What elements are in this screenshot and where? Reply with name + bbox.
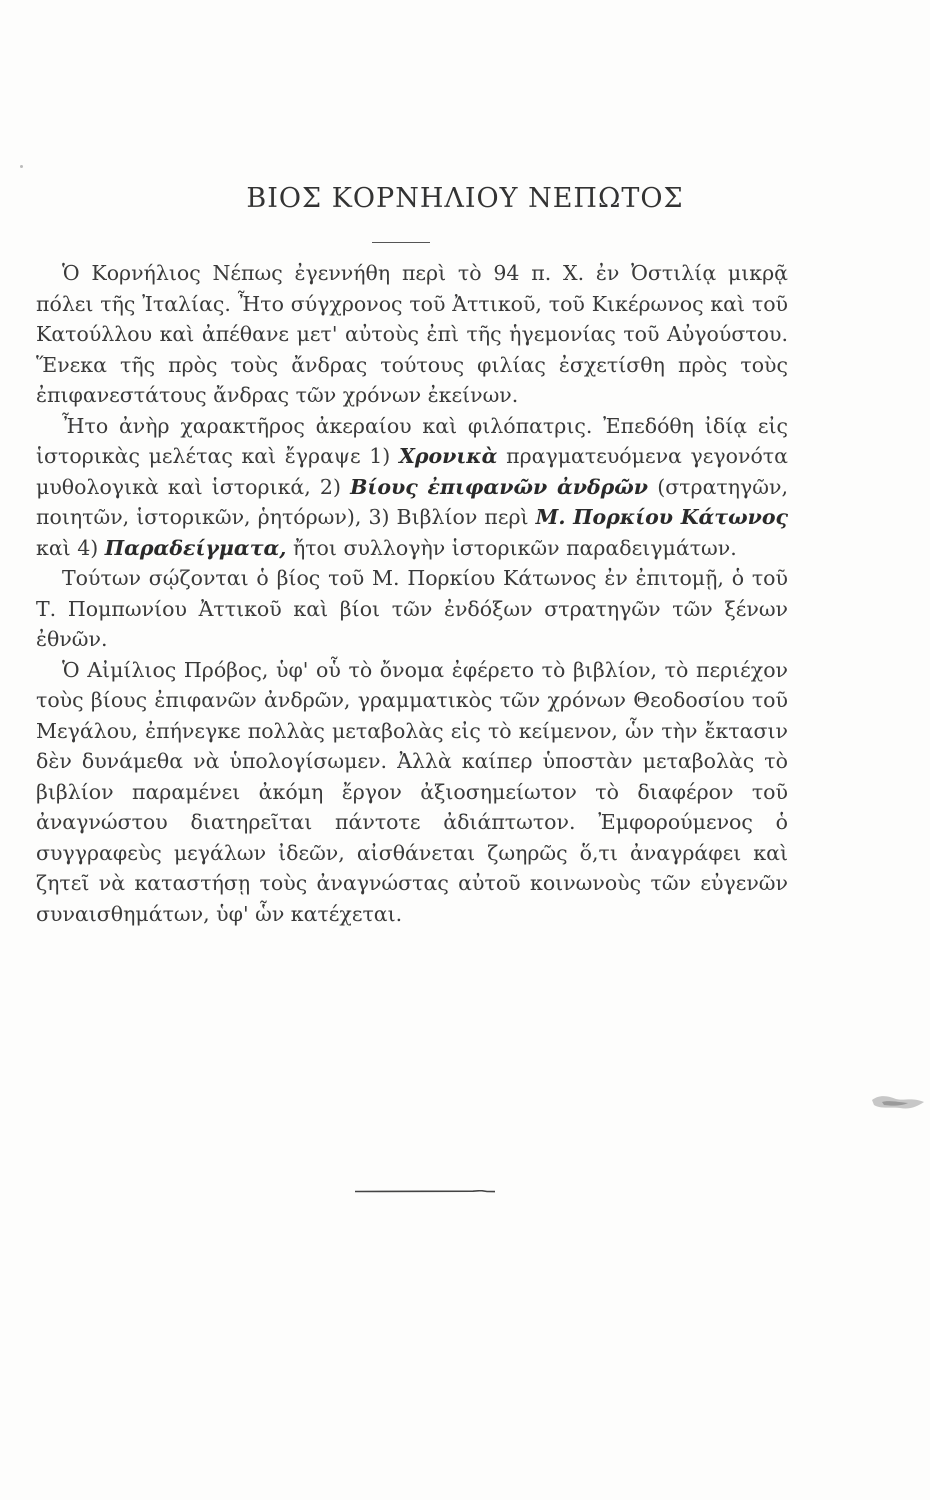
title-underline-rule <box>372 242 430 243</box>
text-run: (στρατηγῶν, ποιητῶν, ἱστορικῶν, ῥητόρων), 3) Βιβλίον περὶ <box>36 474 788 529</box>
emphasized-title: Παραδείγματα, <box>104 535 287 560</box>
emphasized-title: Χρονικὰ <box>398 444 498 468</box>
body-text <box>36 258 788 929</box>
paper-speck <box>20 165 23 168</box>
paragraph <box>36 563 788 655</box>
end-ornament-rule <box>355 1190 495 1193</box>
text-run: Ὁ Αἰμίλιος Πρόβος, ὑφ' οὗ τὸ ὄνομα ἐφέρετο τὸ βιβλίον, τὸ περιέχον τοὺς βίους ἐπιφανῶν ἀνδρῶν, γραμματικὸς τῶν χρόνων Θεοδοσίου τοῦ Μεγάλου, ἐπήνεγκε πολλὰς μεταβολὰς εἰς τὸ κείμενον, ὧν τὴν ἔκτασιν δὲν δυνάμεθα νὰ ὑπολογίσωμεν. Ἀλλὰ καίπερ ὑποστὰν μεταβολὰς τὸ βιβλίον παραμένει ἀκόμη ἔργον ἀξιοσημείωτον τὸ διαφέρον τοῦ ἀναγνώστου διατηρεῖται πάντοτε ἀδιάπτωτον. Ἐμφορούμενος ὁ συγγραφεὺς μεγάλων ἰδεῶν, αἰσθάνεται ζωηρῶς ὅ,τι ἀναγράφει καὶ ζητεῖ νὰ καταστήσῃ τοὺς ἀναγνώστας αὐτοῦ κοινωνοὺς τῶν εὐγενῶν συναισθημάτων, ὑφ' ὧν κατέχεται. <box>36 657 788 926</box>
text-run: Ὁ Κορνήλιος Νέπως ἐγεννήθη περὶ τὸ 94 π. Χ. ἐν Ὀστιλίᾳ μικρᾷ πόλει τῆς Ἰταλίας. Ἦτο σύγχρονος τοῦ Ἀττικοῦ, τοῦ Κικέρωνος καὶ τοῦ Κατούλλου καὶ ἀπέθανε μετ' αὐτοὺς ἐπὶ τῆς ἡγεμονίας τοῦ Αὐγούστου. Ἕνεκα τῆς πρὸς τοὺς ἄνδρας τούτους φιλίας ἐσχετίσθη πρὸς τοὺς ἐπιφανεστάτους ἄνδρας τῶν χρόνων ἐκείνων. <box>36 261 788 407</box>
paragraph <box>36 258 788 411</box>
paragraph <box>36 411 788 564</box>
text-run: καὶ 4) <box>36 535 105 560</box>
emphasized-title: Μ. Πορκίου Κάτωνος <box>535 505 788 529</box>
emphasized-title: Βίους ἐπιφανῶν ἀνδρῶν <box>350 474 649 499</box>
paragraph <box>36 655 788 930</box>
ink-blot-mark <box>868 1088 930 1116</box>
text-run: ἤτοι συλλογὴν ἱστορικῶν παραδειγμάτων. <box>286 535 737 560</box>
text-run: πραγματευόμενα γεγονότα μυθολογικὰ καὶ ἱστορικά, 2) <box>36 444 788 499</box>
text-run: Τούτων σῴζονται ὁ βίος τοῦ Μ. Πορκίου Κάτωνος ἐν ἐπιτομῇ, ὁ τοῦ Τ. Πομπωνίου Ἀττικοῦ καὶ βίοι τῶν ἐνδόξων στρατηγῶν τῶν ξένων ἐθνῶν. <box>36 566 788 651</box>
chapter-title: ΒΙΟΣ ΚΟΡΝΗΛΙΟΥ ΝΕΠΩΤΟΣ <box>246 183 684 214</box>
text-run: Ἦτο ἀνὴρ χαρακτῆρος ἀκεραίου καὶ φιλόπατρις. Ἐπεδόθη ἰδίᾳ εἰς ἱστορικὰς μελέτας καὶ ἔγραψε 1) <box>36 413 788 468</box>
